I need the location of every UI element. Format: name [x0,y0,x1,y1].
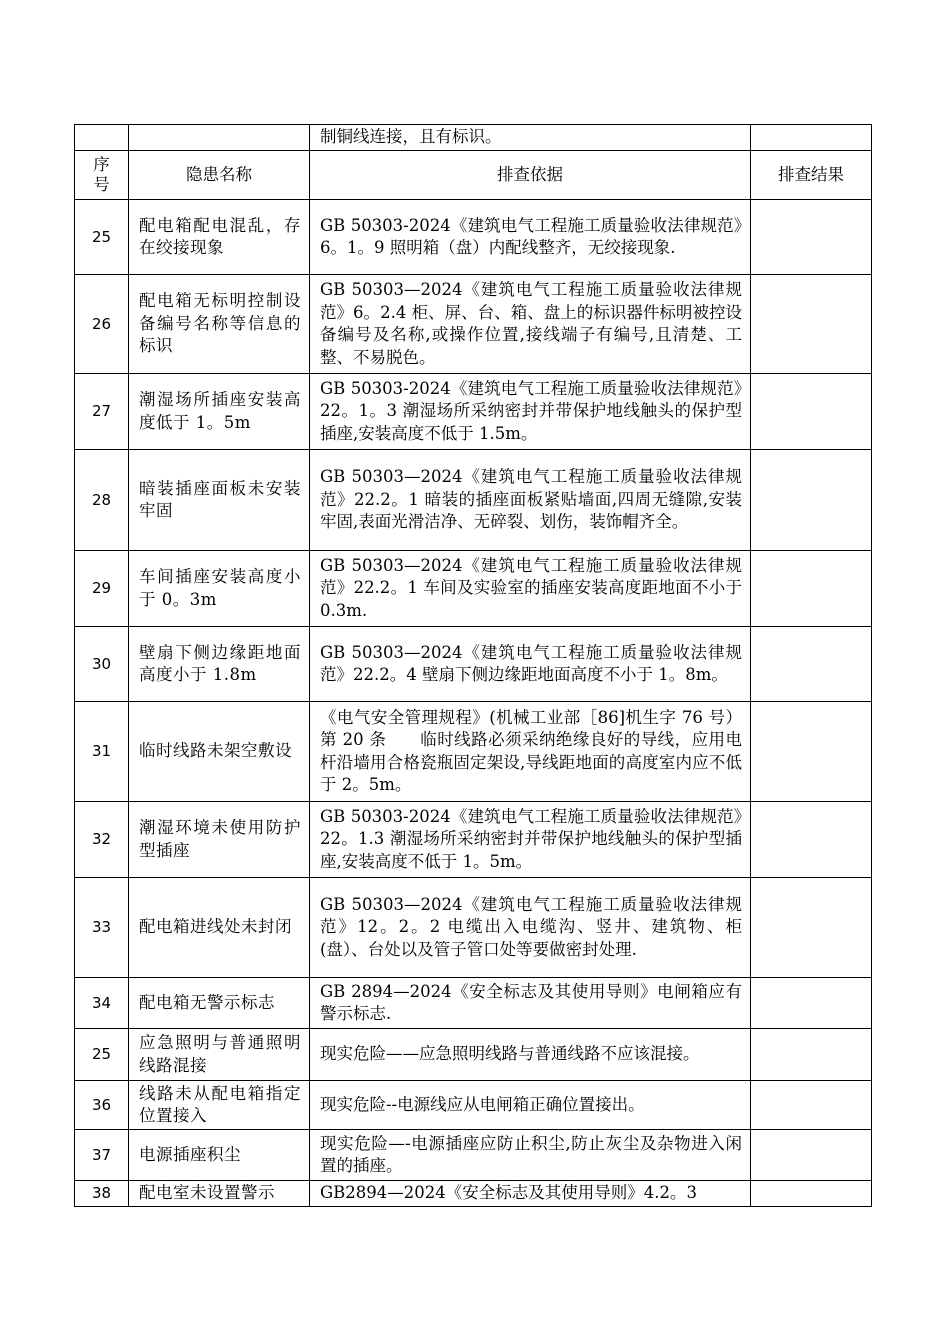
row-number: 30 [75,627,129,702]
inspection-basis: GB 50303-2024《建筑电气工程施工质量验收法律规范》22。1。3 潮湿场所采纳密封并带保护地线触头的保护型插座,安装高度不低于 1.5m。 [310,374,751,450]
inspection-result [751,275,872,374]
table-row [75,702,872,802]
inspection-basis: GB2894—2024《安全标志及其使用导则》4.2。3 [310,1181,751,1207]
row-number: 32 [75,802,129,878]
continuation-name-cell [129,125,310,151]
inspection-basis: 现实危险—-电源插座应防止积尘,防止灰尘及杂物进入闲置的插座。 [310,1130,751,1181]
row-number: 37 [75,1130,129,1181]
inspection-basis: GB 50303—2024《建筑电气工程施工质量验收法律规范》22.2。1 暗装的插座面板紧贴墙面,四周无缝隙,安装牢固,表面光滑洁净、无碎裂、划伤，装饰帽齐全。 [310,450,751,551]
hazard-name: 电源插座积尘 [129,1130,310,1181]
inspection-basis: GB 50303-2024《建筑电气工程施工质量验收法律规范》22。1.3 潮湿场所采纳密封并带保护地线触头的保护型插座,安装高度不低于 1。5m。 [310,802,751,878]
inspection-result [751,627,872,702]
table-row [75,450,872,551]
row-number: 25 [75,1029,129,1081]
inspection-result [751,200,872,275]
row-number: 34 [75,978,129,1029]
hazard-name: 配电箱配电混乱，存在绞接现象 [129,200,310,275]
inspection-basis: GB 50303—2024《建筑电气工程施工质量验收法律规范》22.2。4 壁扇下侧边缘距地面高度不小于 1。8m。 [310,627,751,702]
inspection-basis: GB 50303-2024《建筑电气工程施工质量验收法律规范》6。1。9 照明箱（盘）内配线整齐，无绞接现象. [310,200,751,275]
continuation-no-cell [75,125,129,151]
hazard-name: 应急照明与普通照明线路混接 [129,1029,310,1081]
inspection-result [751,802,872,878]
row-number: 31 [75,702,129,802]
continuation-basis-cell: 制铜线连接，且有标识。 [310,125,751,151]
table-row [75,551,872,627]
hazard-name: 配电箱无标明控制设备编号名称等信息的标识 [129,275,310,374]
inspection-result [751,374,872,450]
hazard-name: 配电箱进线处未封闭 [129,878,310,978]
inspection-basis: 《电气安全管理规程》(机械工业部［86]机生字 76 号）第 20 条 临时线路必须采纳绝缘良好的导线，应用电杆沿墙用合格瓷瓶固定架设,导线距地面的高度室内应不低于 2。5m。 [310,702,751,802]
hazard-name: 线路未从配电箱指定位置接入 [129,1081,310,1130]
row-number: 33 [75,878,129,978]
table-row [75,1181,872,1207]
table-row [75,1081,872,1130]
hazard-name: 暗装插座面板未安装牢固 [129,450,310,551]
continuation-result-cell [751,125,872,151]
inspection-basis: GB 50303—2024《建筑电气工程施工质量验收法律规范》12。2。2 电缆出入电缆沟、竖井、建筑物、柜(盘）、台处以及管子管口处等要做密封处理. [310,878,751,978]
hazard-inspection-table [74,124,872,1207]
hazard-name: 潮湿场所插座安装高度低于 1。5m [129,374,310,450]
inspection-result [751,702,872,802]
hazard-name: 壁扇下侧边缘距地面高度小于 1.8m [129,627,310,702]
inspection-result [751,978,872,1029]
hazard-name: 配电箱无警示标志 [129,978,310,1029]
table-row [75,200,872,275]
inspection-result [751,1081,872,1130]
table-row [75,1029,872,1081]
hazard-name: 配电室未设置警示 [129,1181,310,1207]
inspection-basis: GB 50303—2024《建筑电气工程施工质量验收法律规范》22.2。1 车间及实验室的插座安装高度距地面不小于 0.3m. [310,551,751,627]
inspection-result [751,450,872,551]
header-no: 序号 [75,151,129,200]
table-row [75,627,872,702]
document-page [74,124,871,1207]
inspection-result [751,1029,872,1081]
hazard-name: 潮湿环境未使用防护型插座 [129,802,310,878]
continuation-row [75,125,872,151]
inspection-result [751,1130,872,1181]
row-number: 26 [75,275,129,374]
row-number: 27 [75,374,129,450]
row-number: 28 [75,450,129,551]
table-row [75,275,872,374]
table-row [75,878,872,978]
header-name: 隐患名称 [129,151,310,200]
table-row [75,978,872,1029]
row-number: 25 [75,200,129,275]
inspection-result [751,551,872,627]
inspection-basis: GB 50303—2024《建筑电气工程施工质量验收法律规范》6。2.4 柜、屏、台、箱、盘上的标识器件标明被控设备编号及名称,或操作位置,接线端子有编号,且清楚、工整、不易脱色。 [310,275,751,374]
header-basis: 排查依据 [310,151,751,200]
row-number: 29 [75,551,129,627]
inspection-basis: 现实危险——应急照明线路与普通线路不应该混接。 [310,1029,751,1081]
table-row [75,802,872,878]
inspection-basis: 现实危险--电源线应从电闸箱正确位置接出。 [310,1081,751,1130]
header-row [75,151,872,200]
hazard-name: 车间插座安装高度小于 0。3m [129,551,310,627]
inspection-basis: GB 2894—2024《安全标志及其使用导则》电闸箱应有警示标志. [310,978,751,1029]
row-number: 36 [75,1081,129,1130]
inspection-result [751,878,872,978]
inspection-result [751,1181,872,1207]
row-number: 38 [75,1181,129,1207]
table-row [75,374,872,450]
hazard-name: 临时线路未架空敷设 [129,702,310,802]
table-row [75,1130,872,1181]
header-result: 排查结果 [751,151,872,200]
